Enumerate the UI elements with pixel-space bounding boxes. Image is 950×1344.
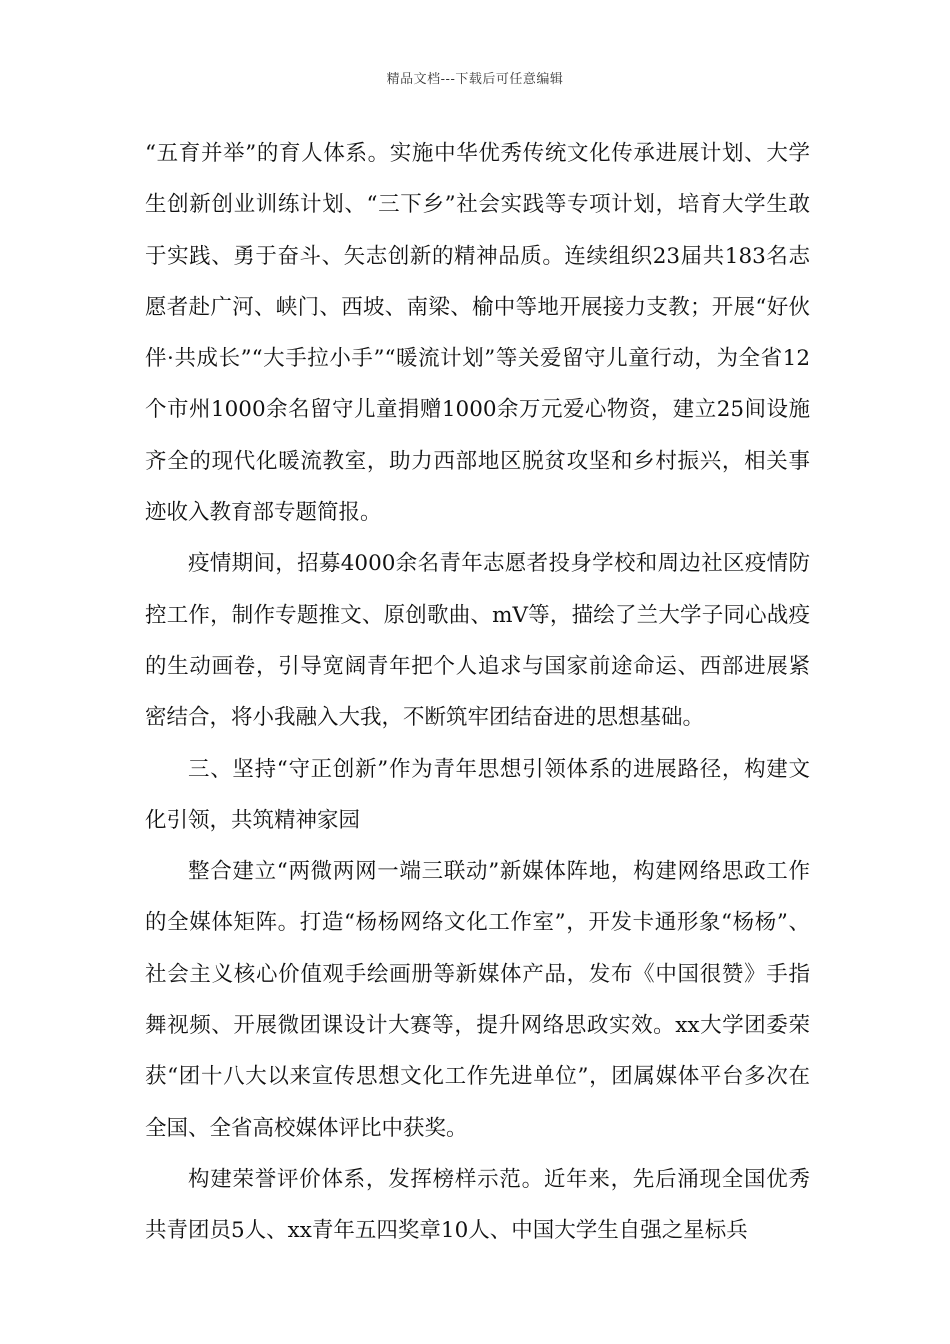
page-header: 精品文档---下载后可任意编辑 (386, 72, 564, 87)
paragraph-honor-system: 构建荣誉评价体系，发挥榜样示范。近年来，先后涌现全国优秀共青团员5人、xx青年五四奖章10人、中国大学生自强之星标兵 (145, 1166, 810, 1244)
paragraph-new-media: 整合建立“两微两网一端三联动”新媒体阵地，构建网络思政工作的全媒体矩阵。打造“杨杨网络文化工作室”，开发卡通形象“杨杨”、社会主义核心价值观手绘画册等新媒体产品，发布《中国很赞》手指舞视频、开展微团课设计大赛等，提升网络思政实效。xx大学团委荣获“团十八大以来宣传思想文化工作先进单位”，团属媒体平台多次在全国、全省高校媒体评比中获奖。 (145, 859, 810, 1141)
paragraph-continuation: “五育并举”的育人体系。实施中华优秀传统文化传承进展计划、大学生创新创业训练计划、“三下乡”社会实践等专项计划，培育大学生敢于实践、勇于奋斗、矢志创新的精神品质。连续组织23届共183名志愿者赴广河、峡门、西坡、南梁、榆中等地开展接力支教；开展“好伙伴·共成长”“大手拉小手”“暖流计划”等关爱留守儿童行动，为全省12个市州1000余名留守儿童捐赠1000余万元爱心物资，建立25间设施齐全的现代化暖流教室，助力西部地区脱贫攻坚和乡村振兴，相关事迹收入教育部专题简报。 (145, 141, 810, 526)
paragraph-epidemic: 疫情期间，招募4000余名青年志愿者投身学校和周边社区疫情防控工作，制作专题推文、原创歌曲、mV等，描绘了兰大学子同心战疫的生动画卷，引导宽阔青年把个人追求与国家前途命运、西部进展紧密结合，将小我融入大我，不断筑牢团结奋进的思想基础。 (145, 551, 810, 731)
section-heading: 三、坚持“守正创新”作为青年思想引领体系的进展路径，构建文化引领，共筑精神家园 (145, 756, 810, 833)
document-body (145, 128, 810, 1257)
